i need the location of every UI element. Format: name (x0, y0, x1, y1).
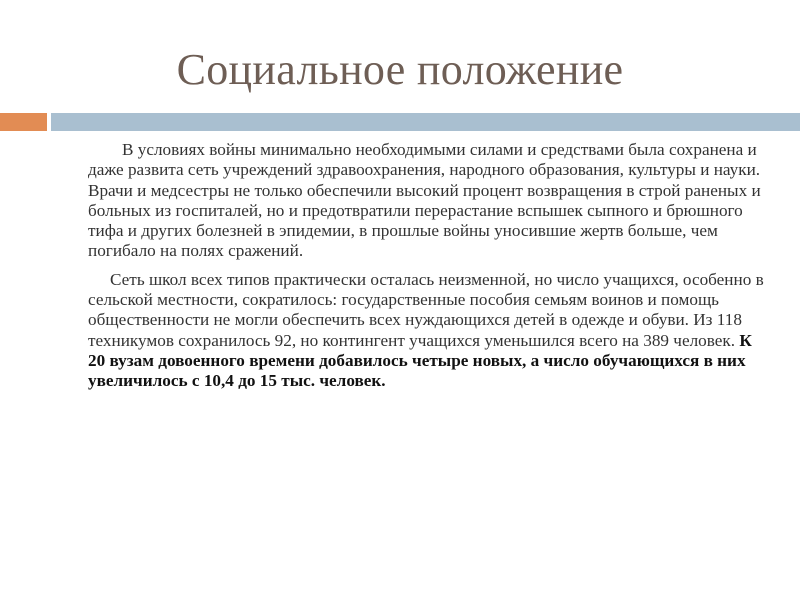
paragraph-2-text: Сеть школ всех типов практически осталась неизменной, но число учащихся, особенно в сельской местности, сократилось: государственные пособия семьям воинов и помощь общественности не могли обеспечить всех нуждающихся детей в одежде и обуви. Из 118 техникумов сохранилось 92, но контингент учащихся уменьшился всего на 389 человек. (88, 269, 764, 350)
paragraph-2-bold-text: К 20 вузам довоенного времени добавилось четыре новых, а число обучающихся в них увеличилось с 10,4 до 15 тыс. человек. (88, 330, 752, 391)
slide-title: Социальное положение (176, 45, 624, 94)
accent-bar-blue (51, 113, 800, 131)
accent-bar-orange (0, 113, 47, 131)
paragraph-2 (88, 270, 768, 392)
paragraph-1-text: В условиях войны минимально необходимыми силами и средствами была сохранена и даже развита сеть учреждений здравоохранения, народного образования, культуры и науки. Врачи и медсестры не только обеспечили высокий процент возвращения в строй раненых и больных из госпиталей, но и предотвратили перерастание вспышек сыпного и брюшного тифа и других болезней в эпидемии, в прошлые войны уносившие жертв больше, чем погибало на полях сражений. (88, 140, 761, 261)
paragraph-1 (88, 140, 768, 262)
slide-body (88, 140, 768, 392)
